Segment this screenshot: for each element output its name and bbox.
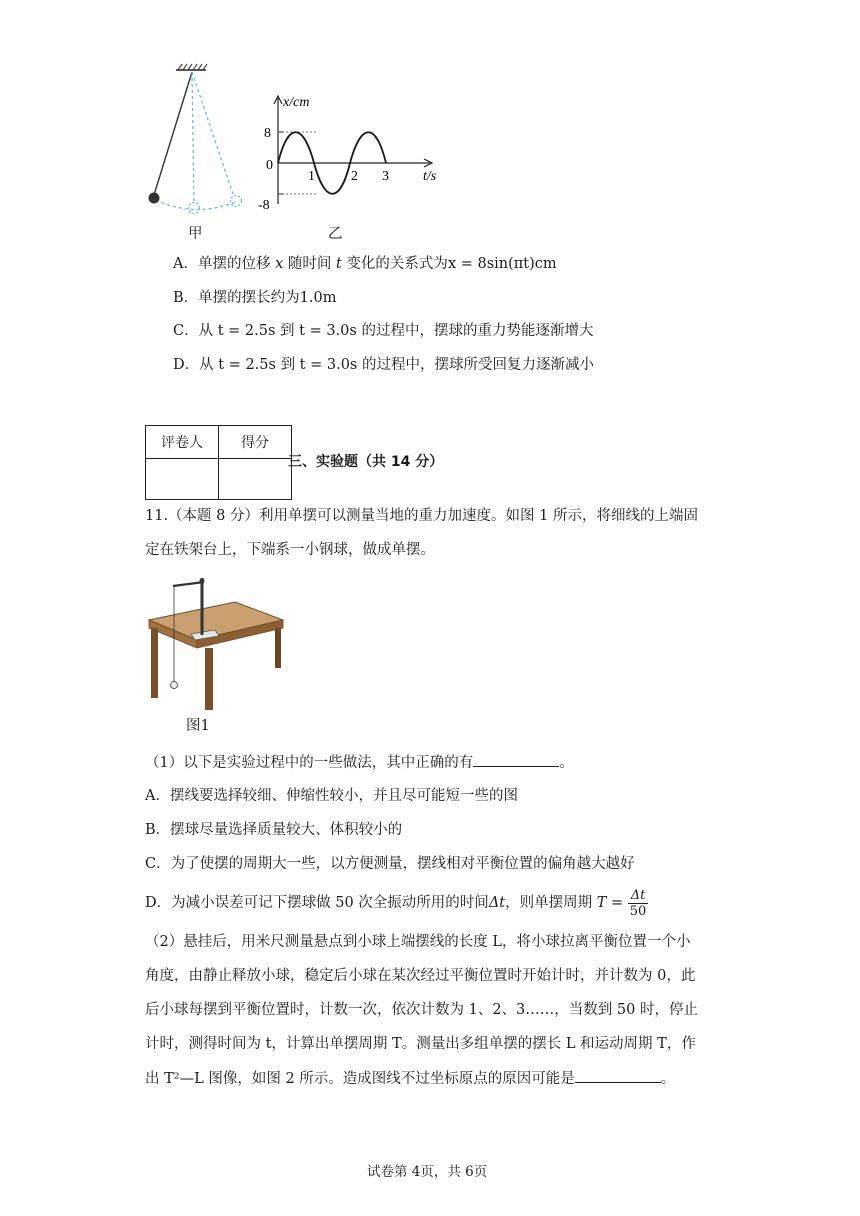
iron-stand-figure xyxy=(143,572,288,712)
grader-cell[interactable] xyxy=(146,459,219,500)
q11-sub2-line4: 计时，测得时间为 t，计算出单摆周期 T。测量出多组单摆的摆长 L 和运动周期 T，作 xyxy=(145,1036,696,1052)
q11-sub2-line5: 出 T²—L 图像，如图 2 所示。造成图线不过坐标原点的原因可能是 。 xyxy=(145,1068,675,1089)
x-tick-2: 2 xyxy=(351,169,358,184)
q11-line2: 定在铁架台上，下端系一小钢球，做成单摆。 xyxy=(145,542,435,558)
graph-y-label: x/cm xyxy=(283,95,310,110)
q11-sub2-line3: 后小球每摆到平衡位置时，计数一次，依次计数为 1、2、3……，当数到 50 时，停止 xyxy=(145,1002,698,1018)
y-tick-8: 8 xyxy=(264,126,271,141)
q11-line1: 11.（本题 8 分）利用单摆可以测量当地的重力加速度。如图 1 所示，将细线的上端固 xyxy=(145,508,698,524)
score-table xyxy=(145,425,292,500)
answer-blank-1[interactable] xyxy=(473,752,559,767)
x-tick-1: 1 xyxy=(308,169,315,184)
score-cell[interactable] xyxy=(219,459,292,500)
graph-x-label: t/s xyxy=(423,169,437,184)
q11-sub2-line2: 角度，由静止释放小球，稳定后小球在某次经过平衡位置时开始计时，并计数为 0，此 xyxy=(145,968,696,984)
y-tick-0: 0 xyxy=(266,158,273,173)
q11-option-a: A．摆线要选择较细、伸缩性较小，并且尽可能短一些的图 xyxy=(145,788,518,804)
q11-option-c: C．为了使摆的周期大一些，以方便测量，摆线相对平衡位置的偏角越大越好 xyxy=(145,856,635,872)
q10-option-a: A．单摆的位移 x 随时间 t 变化的关系式为x = 8sin(πt)cm xyxy=(173,256,557,272)
pendulum-figure xyxy=(140,62,260,222)
period-fraction: $\frac{\Delta t}{50}$ xyxy=(629,887,647,919)
grader-header: 评卷人 xyxy=(146,426,219,459)
q10-option-d: D．从 t = 2.5s 到 t = 3.0s 的过程中，摆球所受回复力逐渐减小 xyxy=(173,357,594,373)
score-header: 得分 xyxy=(219,426,292,459)
x-tick-3: 3 xyxy=(382,169,389,184)
answer-blank-2[interactable] xyxy=(575,1068,661,1083)
q10-option-c: C．从 t = 2.5s 到 t = 3.0s 的过程中，摆球的重力势能逐渐增大 xyxy=(173,323,594,339)
q10-option-b: B．单摆的摆长约为1.0m xyxy=(173,290,337,306)
figure-label-yi: 乙 xyxy=(328,226,343,242)
figure1-label: 图1 xyxy=(186,718,210,734)
q11-option-d: D．为减小误差可记下摆球做 50 次全振动所用的时间Δt，则单摆周期 T = $\frac{\Delta t}{50}$ xyxy=(145,887,647,919)
y-tick-neg8: -8 xyxy=(258,198,270,213)
section-title: 三、实验题（共 14 分） xyxy=(288,454,444,470)
q11-option-b: B．摆球尽量选择质量较大、体积较小的 xyxy=(145,822,403,838)
q11-sub2-line1: （2）悬挂后，用米尺测量悬点到小球上端摆线的长度 L，将小球拉离平衡位置一个小 xyxy=(145,934,691,950)
figure-label-jia: 甲 xyxy=(188,226,203,242)
displacement-time-graph xyxy=(258,92,448,214)
page-footer: 试卷第 4页，共 6页 xyxy=(367,1164,488,1180)
q11-sub1: （1）以下是实验过程中的一些做法，其中正确的有 。 xyxy=(145,752,574,773)
